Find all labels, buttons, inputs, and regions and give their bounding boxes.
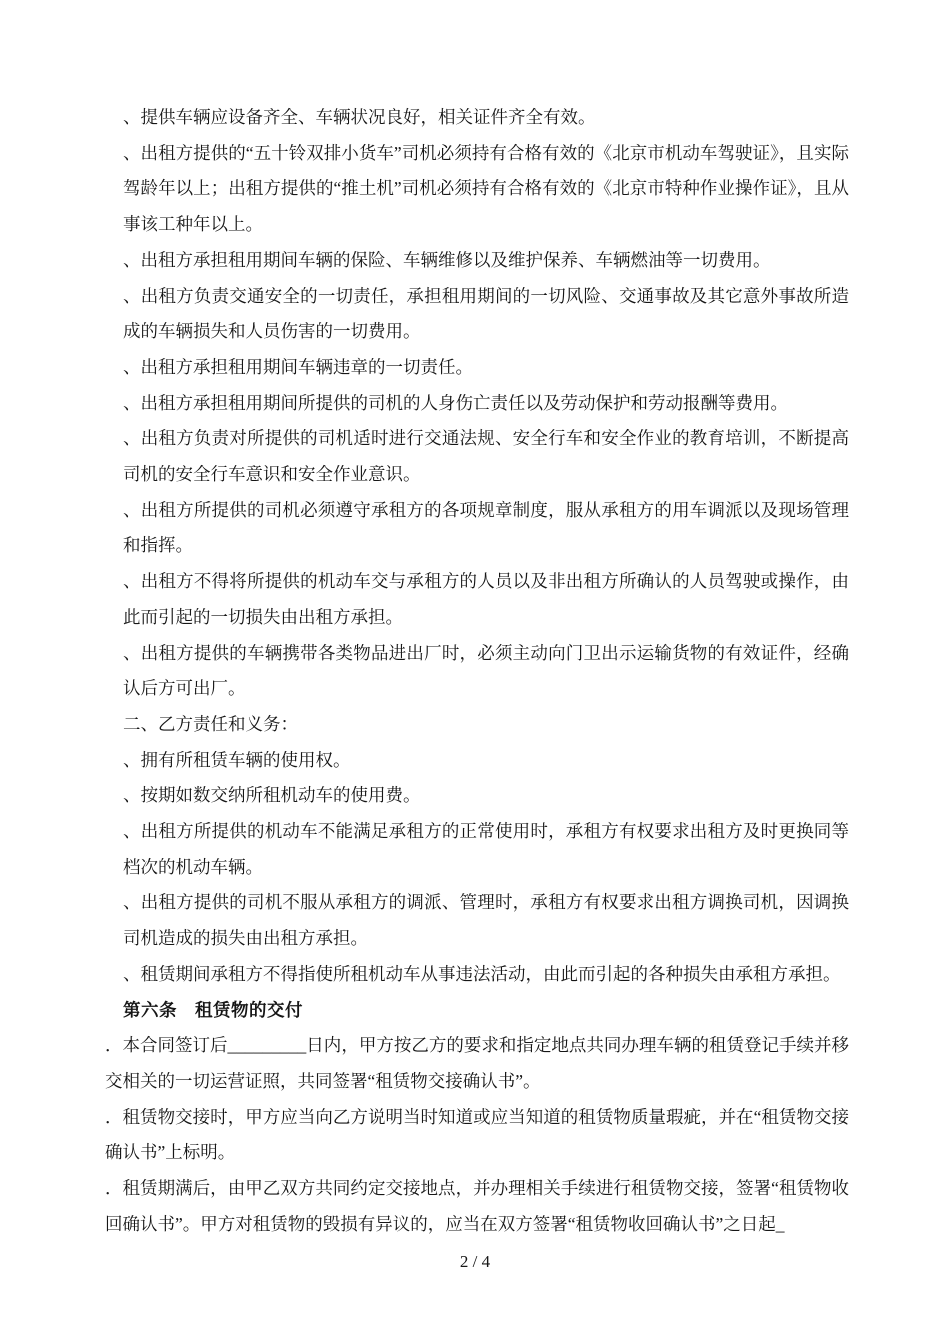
contract-paragraph: 、出租方负责对所提供的司机适时进行交通法规、安全行车和安全作业的教育培训，不断提高司机的安全行车意识和安全作业意识。	[123, 428, 849, 485]
contract-paragraph: 、租赁期间承租方不得指使所租机动车从事违法活动，由此而引起的各种损失由承租方承担。	[123, 963, 841, 984]
contract-paragraph: 、出租方提供的车辆携带各类物品进出厂时，必须主动向门卫出示运输货物的有效证件，经确认后方可出厂。	[123, 642, 849, 699]
contract-paragraph: 、按期如数交纳所租机动车的使用费。	[123, 785, 421, 806]
contract-paragraph: ．本合同签订后_________日内，甲方按乙方的要求和指定地点共同办理车辆的租赁登记手续并移交相关的一切运营证照，共同签署“租赁物交接确认书”。	[105, 1035, 849, 1091]
page-number: 2 / 4	[459, 1252, 491, 1271]
section-heading: 第六条 租赁物的交付	[123, 999, 303, 1020]
contract-paragraph: 、出租方负责交通安全的一切责任，承担租用期间的一切风险、交通事故及其它意外事故所造成的车辆损失和人员伤害的一切费用。	[123, 285, 849, 342]
contract-paragraph: 、拥有所租赁车辆的使用权。	[123, 749, 351, 770]
contract-paragraph: 、出租方承担租用期间车辆违章的一切责任。	[123, 356, 473, 377]
contract-paragraph: 、出租方承担租用期间所提供的司机的人身伤亡责任以及劳动保护和劳动报酬等费用。	[123, 392, 788, 413]
document-body	[105, 100, 849, 1243]
contract-paragraph: 、出租方所提供的机动车不能满足承租方的正常使用时，承租方有权要求出租方及时更换同等档次的机动车辆。	[123, 821, 849, 877]
contract-paragraph: 、提供车辆应设备齐全、车辆状况良好，相关证件齐全有效。	[123, 107, 596, 127]
contract-paragraph: ．租赁期满后，由甲乙双方共同约定交接地点，并办理相关手续进行租赁物交接，签署“租赁物收回确认书”。甲方对租赁物的毁损有异议的，应当在双方签署“租赁物收回确认书”之日起_	[105, 1178, 849, 1234]
contract-paragraph: 、出租方提供的“五十铃双排小货车”司机必须持有合格有效的《北京市机动车驾驶证》，且实际驾龄年以上；出租方提供的“推土机”司机必须持有合格有效的《北京市特种作业操作证》，且从事该工种年以上。	[123, 142, 849, 235]
contract-paragraph: 、出租方不得将所提供的机动车交与承租方的人员以及非出租方所确认的人员驾驶或操作，由此而引起的一切损失由出租方承担。	[123, 571, 849, 627]
contract-paragraph: 、出租方所提供的司机必须遵守承租方的各项规章制度，服从承租方的用车调派以及现场管理和指挥。	[123, 499, 849, 556]
contract-paragraph: 二、乙方责任和义务：	[123, 713, 298, 734]
contract-paragraph: 、出租方承担租用期间车辆的保险、车辆维修以及维护保养、车辆燃油等一切费用。	[123, 249, 771, 270]
contract-paragraph: ．租赁物交接时，甲方应当向乙方说明当时知道或应当知道的租赁物质量瑕疵，并在“租赁物交接确认书”上标明。	[105, 1106, 849, 1163]
contract-paragraph: 、出租方提供的司机不服从承租方的调派、管理时，承租方有权要求出租方调换司机，因调换司机造成的损失由出租方承担。	[123, 892, 849, 949]
